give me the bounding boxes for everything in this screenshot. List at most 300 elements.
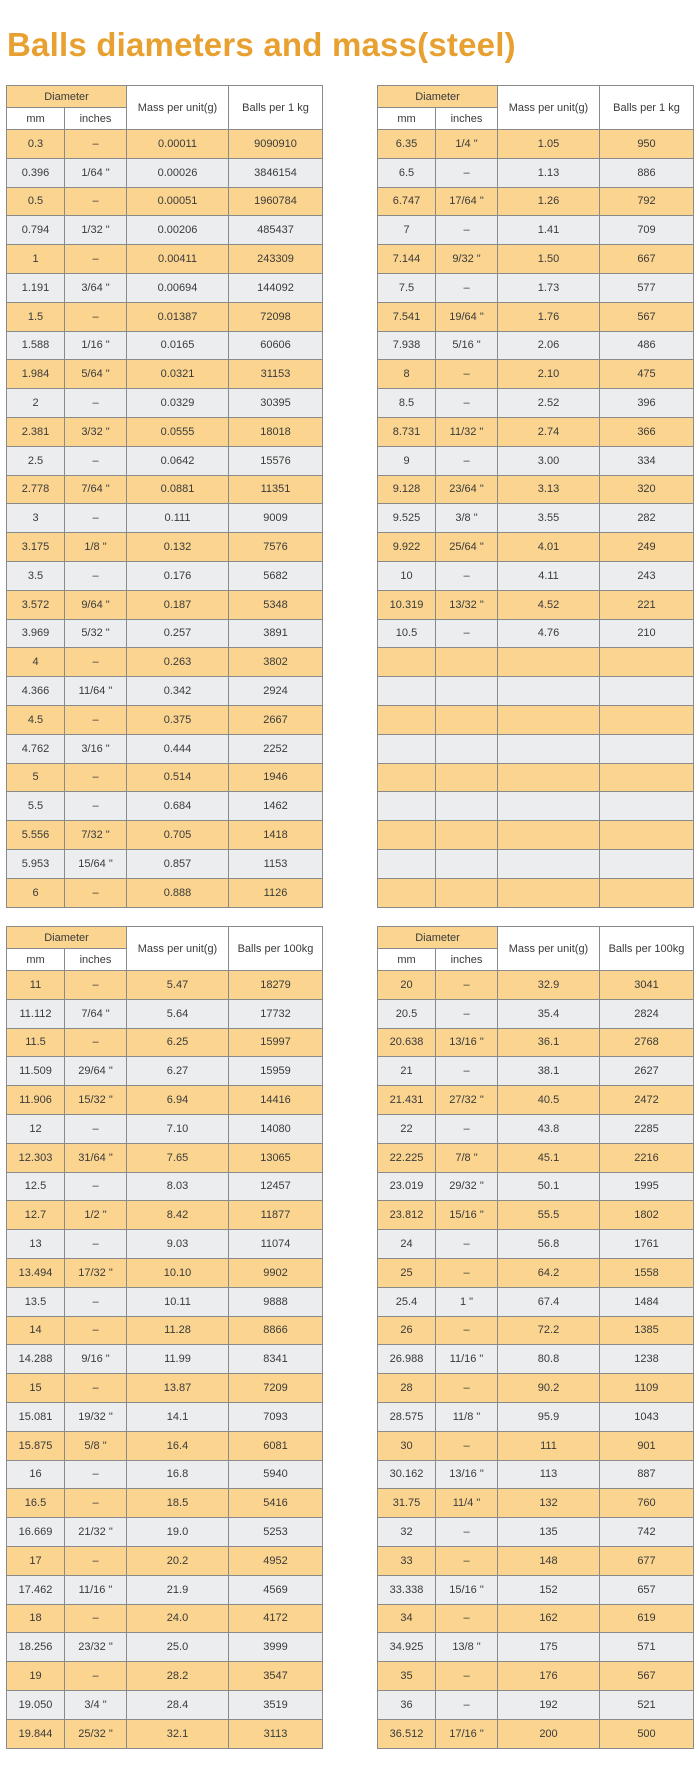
cell-mass — [498, 878, 600, 907]
cell-balls-count: 1238 — [600, 1345, 694, 1374]
cell-mm: 3.572 — [7, 590, 65, 619]
cell-inches — [436, 792, 498, 821]
cell-inches: 29/64 " — [65, 1057, 127, 1086]
cell-mass: 19.0 — [127, 1518, 229, 1547]
cell-inches: – — [436, 561, 498, 590]
cell-balls-count: 17732 — [229, 999, 323, 1028]
cell-mass: 10.11 — [127, 1287, 229, 1316]
cell-inches — [436, 648, 498, 677]
cell-mass: 0.375 — [127, 705, 229, 734]
cell-inches: 1/8 " — [65, 533, 127, 562]
table-balls-per-1kg-right — [377, 85, 694, 908]
cell-inches: 11/32 " — [436, 417, 498, 446]
table-row — [378, 1230, 694, 1259]
cell-mass — [498, 821, 600, 850]
cell-inches: – — [65, 1546, 127, 1575]
cell-balls-count: 886 — [600, 158, 694, 187]
table-row — [7, 734, 323, 763]
cell-balls-count: 11074 — [229, 1230, 323, 1259]
cell-mass: 35.4 — [498, 999, 600, 1028]
cell-mass: 24.0 — [127, 1604, 229, 1633]
cell-mm: 20.5 — [378, 999, 436, 1028]
cell-balls-count — [600, 705, 694, 734]
cell-inches: – — [436, 619, 498, 648]
cell-inches: 15/16 " — [436, 1575, 498, 1604]
header-inches: inches — [436, 108, 498, 130]
cell-mm: 7.144 — [378, 245, 436, 274]
cell-mm: 23.812 — [378, 1201, 436, 1230]
cell-mm — [378, 734, 436, 763]
cell-balls-count: 1995 — [600, 1172, 694, 1201]
cell-inches: 9/16 " — [65, 1345, 127, 1374]
cell-mass: 1.73 — [498, 273, 600, 302]
cell-mass: 0.111 — [127, 504, 229, 533]
table-row — [378, 1690, 694, 1719]
table-row — [378, 1258, 694, 1287]
cell-mm: 4.5 — [7, 705, 65, 734]
table-row — [7, 590, 323, 619]
cell-inches: – — [65, 1316, 127, 1345]
cell-mass: 20.2 — [127, 1546, 229, 1575]
table-row — [7, 1086, 323, 1115]
cell-inches: 3/8 " — [436, 504, 498, 533]
cell-mm: 31.75 — [378, 1489, 436, 1518]
cell-mm: 7.938 — [378, 331, 436, 360]
cell-mm: 20 — [378, 971, 436, 1000]
cell-inches: – — [436, 1604, 498, 1633]
cell-mass: 0.00206 — [127, 216, 229, 245]
cell-balls-count: 11351 — [229, 475, 323, 504]
table-row — [378, 1575, 694, 1604]
cell-mm: 18 — [7, 1604, 65, 1633]
cell-mm: 19.050 — [7, 1690, 65, 1719]
cell-balls-count: 3547 — [229, 1662, 323, 1691]
cell-balls-count: 1418 — [229, 821, 323, 850]
cell-balls-count: 13065 — [229, 1143, 323, 1172]
cell-mass: 3.13 — [498, 475, 600, 504]
cell-inches: – — [65, 1028, 127, 1057]
cell-mm: 21.431 — [378, 1086, 436, 1115]
table-row — [7, 1431, 323, 1460]
cell-mm: 16 — [7, 1460, 65, 1489]
cell-mm: 17.462 — [7, 1575, 65, 1604]
header-diameter: Diameter — [7, 927, 127, 949]
cell-mm: 11.509 — [7, 1057, 65, 1086]
cell-inches: – — [65, 389, 127, 418]
cell-inches: 25/64 " — [436, 533, 498, 562]
cell-mass: 176 — [498, 1662, 600, 1691]
table-row — [378, 999, 694, 1028]
cell-mm: 23.019 — [378, 1172, 436, 1201]
cell-balls-count: 2667 — [229, 705, 323, 734]
cell-inches: – — [65, 1374, 127, 1403]
table-row — [378, 1114, 694, 1143]
cell-mass: 7.10 — [127, 1114, 229, 1143]
table-row — [7, 1143, 323, 1172]
table-row — [7, 331, 323, 360]
cell-inches: 7/8 " — [436, 1143, 498, 1172]
table-row — [378, 561, 694, 590]
cell-balls-count: 486 — [600, 331, 694, 360]
cell-inches: 15/16 " — [436, 1201, 498, 1230]
cell-mm: 36.512 — [378, 1719, 436, 1748]
cell-inches: 21/32 " — [65, 1518, 127, 1547]
cell-mm: 24 — [378, 1230, 436, 1259]
cell-balls-count: 901 — [600, 1431, 694, 1460]
cell-inches: 9/64 " — [65, 590, 127, 619]
table-row — [378, 878, 694, 907]
table-row — [7, 187, 323, 216]
table-row — [378, 533, 694, 562]
cell-balls-count: 485437 — [229, 216, 323, 245]
cell-mm: 8.731 — [378, 417, 436, 446]
cell-mass: 45.1 — [498, 1143, 600, 1172]
cell-mass: 162 — [498, 1604, 600, 1633]
cell-balls-count: 243 — [600, 561, 694, 590]
table-row — [7, 878, 323, 907]
cell-mm: 13.5 — [7, 1287, 65, 1316]
cell-mm — [378, 705, 436, 734]
cell-mass: 0.0881 — [127, 475, 229, 504]
cell-mm: 8.5 — [378, 389, 436, 418]
cell-balls-count: 5253 — [229, 1518, 323, 1547]
cell-mm: 1.984 — [7, 360, 65, 389]
table-row — [7, 1489, 323, 1518]
cell-mass: 67.4 — [498, 1287, 600, 1316]
cell-mm: 16.5 — [7, 1489, 65, 1518]
table-row — [7, 504, 323, 533]
header-mm: mm — [378, 949, 436, 971]
cell-inches: 11/16 " — [436, 1345, 498, 1374]
cell-mass: 21.9 — [127, 1575, 229, 1604]
table-row — [378, 475, 694, 504]
cell-balls-count: 6081 — [229, 1431, 323, 1460]
cell-inches: 1/4 " — [436, 130, 498, 159]
cell-balls-count: 677 — [600, 1546, 694, 1575]
table-row — [378, 504, 694, 533]
cell-mass: 7.65 — [127, 1143, 229, 1172]
cell-balls-count — [600, 821, 694, 850]
table-row — [7, 1258, 323, 1287]
cell-mm: 9.525 — [378, 504, 436, 533]
cell-inches: – — [65, 1230, 127, 1259]
cell-inches: 25/32 " — [65, 1719, 127, 1748]
cell-mm: 0.3 — [7, 130, 65, 159]
cell-balls-count: 1558 — [600, 1258, 694, 1287]
cell-balls-count: 1484 — [600, 1287, 694, 1316]
header-mass: Mass per unit(g) — [498, 86, 600, 130]
cell-balls-count: 396 — [600, 389, 694, 418]
cell-inches: – — [65, 1460, 127, 1489]
cell-balls-count — [600, 648, 694, 677]
table-row — [378, 971, 694, 1000]
table-row — [7, 417, 323, 446]
cell-balls-count — [600, 878, 694, 907]
cell-inches: 5/64 " — [65, 360, 127, 389]
cell-mm: 36 — [378, 1690, 436, 1719]
table-row — [7, 1287, 323, 1316]
cell-balls-count: 1761 — [600, 1230, 694, 1259]
cell-balls-count: 9009 — [229, 504, 323, 533]
cell-mm: 3.969 — [7, 619, 65, 648]
cell-inches — [436, 734, 498, 763]
cell-mass: 50.1 — [498, 1172, 600, 1201]
cell-mm — [378, 849, 436, 878]
cell-balls-count: 1960784 — [229, 187, 323, 216]
cell-balls-count — [600, 763, 694, 792]
cell-mm: 3.175 — [7, 533, 65, 562]
cell-mass: 64.2 — [498, 1258, 600, 1287]
table-row — [378, 648, 694, 677]
cell-mm: 26 — [378, 1316, 436, 1345]
table-row — [7, 360, 323, 389]
cell-balls-count: 11877 — [229, 1201, 323, 1230]
table-row — [378, 1201, 694, 1230]
cell-mass: 2.10 — [498, 360, 600, 389]
cell-balls-count: 475 — [600, 360, 694, 389]
cell-mm: 12.7 — [7, 1201, 65, 1230]
cell-balls-count: 4569 — [229, 1575, 323, 1604]
cell-mm: 0.396 — [7, 158, 65, 187]
cell-balls-count: 8341 — [229, 1345, 323, 1374]
cell-mass: 0.187 — [127, 590, 229, 619]
cell-balls-count: 3846154 — [229, 158, 323, 187]
cell-balls-count: 72098 — [229, 302, 323, 331]
table-row — [7, 971, 323, 1000]
cell-mass: 8.42 — [127, 1201, 229, 1230]
cell-inches: 11/4 " — [436, 1489, 498, 1518]
cell-inches: 5/32 " — [65, 619, 127, 648]
cell-mass: 4.01 — [498, 533, 600, 562]
cell-mm — [378, 821, 436, 850]
cell-inches: – — [436, 389, 498, 418]
cell-mm: 12.303 — [7, 1143, 65, 1172]
table-row — [378, 273, 694, 302]
cell-balls-count: 521 — [600, 1690, 694, 1719]
cell-mass: 56.8 — [498, 1230, 600, 1259]
cell-balls-count: 282 — [600, 504, 694, 533]
cell-mm: 0.794 — [7, 216, 65, 245]
cell-inches: 15/32 " — [65, 1086, 127, 1115]
cell-mm: 2 — [7, 389, 65, 418]
cell-mm: 32 — [378, 1518, 436, 1547]
cell-mm: 7 — [378, 216, 436, 245]
cell-balls-count: 571 — [600, 1633, 694, 1662]
cell-balls-count: 2824 — [600, 999, 694, 1028]
cell-mass: 36.1 — [498, 1028, 600, 1057]
cell-inches: – — [65, 130, 127, 159]
cell-mass — [498, 849, 600, 878]
cell-mm: 14 — [7, 1316, 65, 1345]
cell-mm: 12 — [7, 1114, 65, 1143]
cell-inches: – — [65, 1489, 127, 1518]
cell-mass: 9.03 — [127, 1230, 229, 1259]
cell-mass: 0.00026 — [127, 158, 229, 187]
cell-mass: 6.27 — [127, 1057, 229, 1086]
table-balls-per-1kg-left — [6, 85, 323, 908]
table-row — [7, 1575, 323, 1604]
cell-mm: 2.778 — [7, 475, 65, 504]
cell-balls-count: 2216 — [600, 1143, 694, 1172]
cell-mm: 6.5 — [378, 158, 436, 187]
cell-mass: 0.0555 — [127, 417, 229, 446]
cell-mm: 5.5 — [7, 792, 65, 821]
cell-balls-count: 4952 — [229, 1546, 323, 1575]
cell-inches: – — [65, 1604, 127, 1633]
cell-mass: 95.9 — [498, 1402, 600, 1431]
table-row — [7, 273, 323, 302]
table-row — [378, 1604, 694, 1633]
table-row — [378, 677, 694, 706]
cell-mass: 0.342 — [127, 677, 229, 706]
cell-inches: 1/64 " — [65, 158, 127, 187]
cell-mass: 1.05 — [498, 130, 600, 159]
table-row — [7, 1633, 323, 1662]
cell-mm: 5.556 — [7, 821, 65, 850]
table-body — [378, 130, 694, 908]
cell-balls-count: 60606 — [229, 331, 323, 360]
cell-balls-count: 14416 — [229, 1086, 323, 1115]
cell-mm: 1.5 — [7, 302, 65, 331]
header-mass: Mass per unit(g) — [498, 927, 600, 971]
cell-inches: – — [436, 360, 498, 389]
cell-mm: 3 — [7, 504, 65, 533]
cell-mm: 13.494 — [7, 1258, 65, 1287]
cell-inches: 29/32 " — [436, 1172, 498, 1201]
cell-inches: 13/32 " — [436, 590, 498, 619]
table-row — [378, 331, 694, 360]
cell-inches: – — [65, 446, 127, 475]
header-mass: Mass per unit(g) — [127, 86, 229, 130]
table-row — [7, 849, 323, 878]
cell-inches: – — [436, 1431, 498, 1460]
cell-mm: 15 — [7, 1374, 65, 1403]
cell-mm: 17 — [7, 1546, 65, 1575]
cell-mm — [378, 677, 436, 706]
table-row — [378, 1719, 694, 1748]
table-row — [378, 1431, 694, 1460]
cell-mass: 0.00411 — [127, 245, 229, 274]
cell-mass: 6.94 — [127, 1086, 229, 1115]
cell-mass: 0.0165 — [127, 331, 229, 360]
cell-mass: 4.52 — [498, 590, 600, 619]
table-row — [7, 475, 323, 504]
cell-inches: 23/32 " — [65, 1633, 127, 1662]
cell-inches: – — [65, 245, 127, 274]
cell-inches: – — [436, 1662, 498, 1691]
header-diameter: Diameter — [378, 927, 498, 949]
table-row — [378, 1374, 694, 1403]
cell-mm: 9 — [378, 446, 436, 475]
cell-mm: 11.906 — [7, 1086, 65, 1115]
header-balls-count: Balls per 100kg — [600, 927, 694, 971]
table-row — [7, 763, 323, 792]
cell-inches: 19/32 " — [65, 1402, 127, 1431]
cell-mm: 25.4 — [378, 1287, 436, 1316]
cell-mass: 5.47 — [127, 971, 229, 1000]
cell-balls-count — [600, 677, 694, 706]
cell-balls-count: 249 — [600, 533, 694, 562]
cell-inches: – — [65, 187, 127, 216]
cell-mass: 55.5 — [498, 1201, 600, 1230]
cell-inches: 5/16 " — [436, 331, 498, 360]
cell-inches: 3/16 " — [65, 734, 127, 763]
cell-mass: 90.2 — [498, 1374, 600, 1403]
cell-mm — [378, 763, 436, 792]
cell-mass: 0.857 — [127, 849, 229, 878]
cell-inches: – — [65, 302, 127, 331]
cell-mm: 25 — [378, 1258, 436, 1287]
cell-mm: 18.256 — [7, 1633, 65, 1662]
cell-inches: 11/16 " — [65, 1575, 127, 1604]
table-row — [378, 1086, 694, 1115]
cell-balls-count: 18279 — [229, 971, 323, 1000]
cell-inches: – — [65, 878, 127, 907]
table-row — [7, 1518, 323, 1547]
cell-balls-count: 2768 — [600, 1028, 694, 1057]
table-row — [7, 446, 323, 475]
cell-inches — [436, 878, 498, 907]
cell-mass: 38.1 — [498, 1057, 600, 1086]
cell-mass: 152 — [498, 1575, 600, 1604]
table-row — [378, 821, 694, 850]
cell-balls-count: 3802 — [229, 648, 323, 677]
cell-inches: 31/64 " — [65, 1143, 127, 1172]
table-row — [7, 302, 323, 331]
table-row — [7, 1114, 323, 1143]
cell-inches: – — [436, 446, 498, 475]
cell-balls-count: 9888 — [229, 1287, 323, 1316]
cell-mass: 28.4 — [127, 1690, 229, 1719]
table-row — [378, 389, 694, 418]
table-row — [7, 561, 323, 590]
cell-inches: – — [436, 1546, 498, 1575]
cell-mm: 1.191 — [7, 273, 65, 302]
table-row — [7, 999, 323, 1028]
cell-balls-count: 334 — [600, 446, 694, 475]
cell-mass: 18.5 — [127, 1489, 229, 1518]
table-row — [378, 1662, 694, 1691]
cell-inches: 3/32 " — [65, 417, 127, 446]
cell-inches: – — [436, 273, 498, 302]
cell-mass: 0.263 — [127, 648, 229, 677]
cell-balls-count: 1126 — [229, 878, 323, 907]
cell-mass — [498, 734, 600, 763]
cell-mm: 3.5 — [7, 561, 65, 590]
cell-mm: 28 — [378, 1374, 436, 1403]
cell-mass: 0.01387 — [127, 302, 229, 331]
cell-balls-count: 887 — [600, 1460, 694, 1489]
table-row — [378, 1460, 694, 1489]
cell-mm: 7.5 — [378, 273, 436, 302]
cell-mm: 21 — [378, 1057, 436, 1086]
cell-mass: 10.10 — [127, 1258, 229, 1287]
table-row — [378, 1518, 694, 1547]
table-row — [378, 245, 694, 274]
cell-balls-count — [600, 849, 694, 878]
header-inches: inches — [436, 949, 498, 971]
cell-mass: 0.0642 — [127, 446, 229, 475]
cell-inches: – — [436, 1518, 498, 1547]
cell-mass: 0.514 — [127, 763, 229, 792]
table-row — [378, 1143, 694, 1172]
cell-mass: 1.50 — [498, 245, 600, 274]
cell-mm: 2.5 — [7, 446, 65, 475]
table-row — [7, 1201, 323, 1230]
cell-mm: 15.081 — [7, 1402, 65, 1431]
cell-mm: 11 — [7, 971, 65, 1000]
cell-mm: 30 — [378, 1431, 436, 1460]
